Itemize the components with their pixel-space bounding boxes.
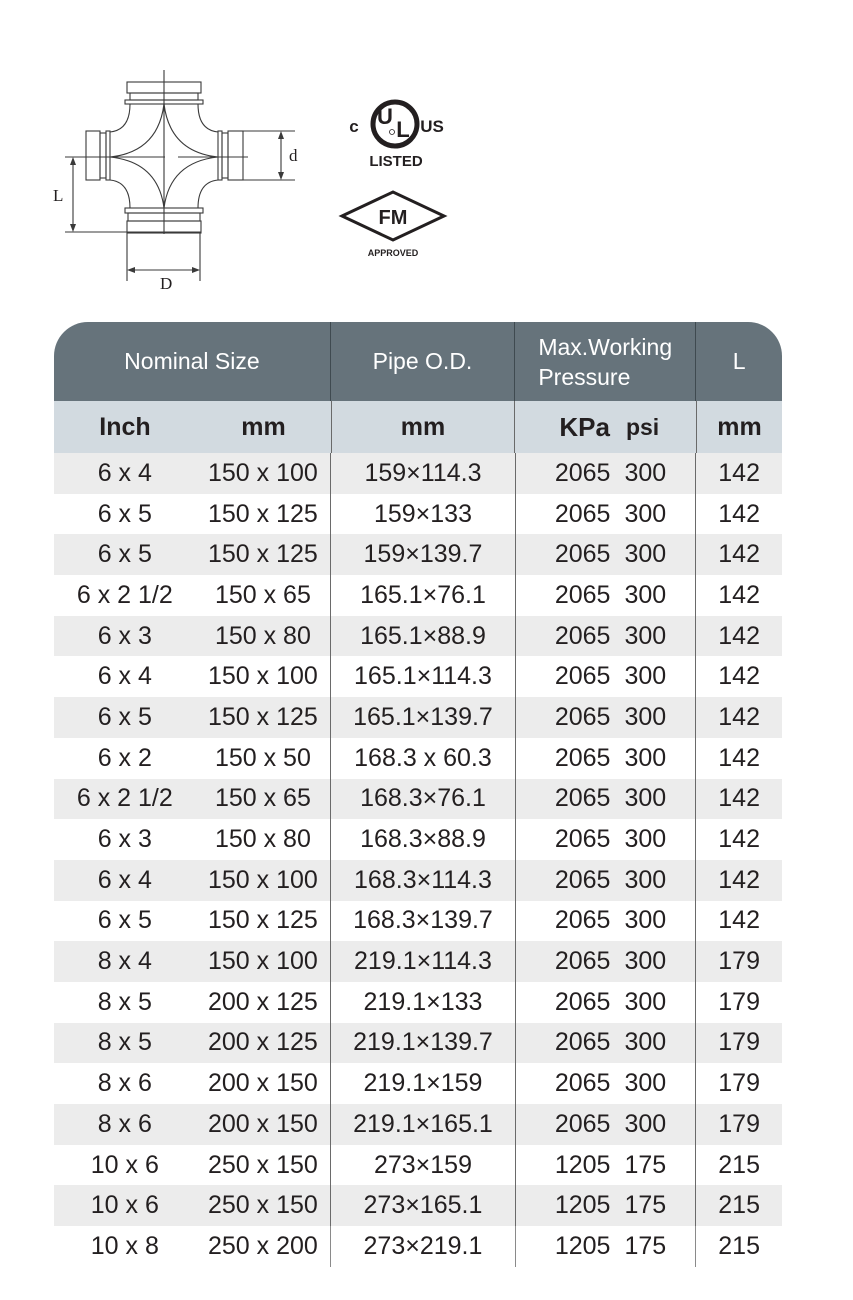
cell-psi: 300 bbox=[610, 575, 696, 616]
cell-inch: 10 x 6 bbox=[90, 1150, 159, 1179]
cell-inch: 6 x 5 bbox=[97, 906, 152, 935]
dimension-label-d: d bbox=[289, 146, 298, 165]
cell-length: 215 bbox=[718, 1231, 760, 1260]
cell-kpa: 2065 bbox=[554, 1028, 611, 1057]
cell-psi: 300 bbox=[610, 453, 696, 494]
cell-length: 215 bbox=[718, 1150, 760, 1179]
table-row bbox=[54, 616, 782, 657]
cell-pipe-od: 168.3×76.1 bbox=[331, 779, 515, 820]
cell-pipe-od: 159×133 bbox=[331, 494, 515, 535]
cell-mm: 150 x 125 bbox=[196, 534, 332, 575]
cell-psi: 300 bbox=[610, 1063, 696, 1104]
cell-psi: 300 bbox=[610, 779, 696, 820]
cell-pipe-od: 219.1×165.1 bbox=[331, 1104, 515, 1145]
cell-pipe-od: 273×159 bbox=[331, 1145, 515, 1186]
cell-inch: 10 x 8 bbox=[90, 1231, 159, 1260]
cell-inch: 6 x 2 bbox=[97, 743, 152, 772]
cell-kpa: 2065 bbox=[554, 784, 611, 813]
header-pressure-line1: Max.Working bbox=[538, 333, 673, 360]
svg-text:LISTED: LISTED bbox=[369, 153, 423, 170]
cell-length: 142 bbox=[718, 906, 760, 935]
cell-pipe-od: 159×139.7 bbox=[331, 534, 515, 575]
table-row bbox=[54, 860, 782, 901]
cell-psi: 300 bbox=[610, 534, 696, 575]
cell-pipe-od: 165.1×139.7 bbox=[331, 697, 515, 738]
table-header-row bbox=[54, 322, 782, 401]
dimension-label-L: L bbox=[53, 186, 64, 205]
cell-length: 142 bbox=[718, 825, 760, 854]
ul-listed-logo bbox=[340, 92, 450, 172]
cell-mm: 150 x 100 bbox=[196, 453, 332, 494]
cell-mm: 250 x 200 bbox=[196, 1226, 332, 1267]
cell-mm: 150 x 100 bbox=[196, 860, 332, 901]
cell-mm: 150 x 50 bbox=[196, 738, 332, 779]
table-row bbox=[54, 1185, 782, 1226]
cell-mm: 200 x 150 bbox=[196, 1063, 332, 1104]
cell-psi: 300 bbox=[610, 1104, 696, 1145]
table-row bbox=[54, 941, 782, 982]
table-row bbox=[54, 494, 782, 535]
cell-psi: 175 bbox=[610, 1226, 696, 1267]
cross-fitting-diagram bbox=[40, 60, 320, 300]
cell-kpa: 2065 bbox=[554, 947, 611, 976]
cell-kpa: 1205 bbox=[554, 1150, 611, 1179]
cell-mm: 250 x 150 bbox=[196, 1185, 332, 1226]
table-row bbox=[54, 1023, 782, 1064]
cell-inch: 6 x 2 1/2 bbox=[76, 580, 173, 609]
subheader-nominal bbox=[54, 401, 332, 453]
cell-length: 142 bbox=[718, 499, 760, 528]
cell-length: 142 bbox=[718, 865, 760, 894]
cell-kpa: 2065 bbox=[554, 702, 611, 731]
table-row bbox=[54, 1226, 782, 1267]
cell-length: 142 bbox=[718, 784, 760, 813]
cell-psi: 175 bbox=[610, 1145, 696, 1186]
cell-kpa: 2065 bbox=[554, 458, 611, 487]
cell-pipe-od: 219.1×114.3 bbox=[331, 941, 515, 982]
cell-length: 142 bbox=[718, 458, 760, 487]
cell-inch: 6 x 4 bbox=[97, 458, 152, 487]
cell-pipe-od: 165.1×114.3 bbox=[331, 656, 515, 697]
cell-length: 179 bbox=[718, 1028, 760, 1057]
subheader-psi: psi bbox=[625, 413, 660, 440]
cell-inch: 6 x 4 bbox=[97, 865, 152, 894]
table-row bbox=[54, 1145, 782, 1186]
cell-length: 142 bbox=[718, 621, 760, 650]
table-subheader-row bbox=[54, 401, 782, 453]
cell-pipe-od: 168.3×114.3 bbox=[331, 860, 515, 901]
cell-mm: 150 x 65 bbox=[196, 779, 332, 820]
cell-pipe-od: 165.1×88.9 bbox=[331, 616, 515, 657]
cell-pipe-od: 273×219.1 bbox=[331, 1226, 515, 1267]
header-nominal-size: Nominal Size bbox=[54, 322, 331, 401]
cell-inch: 6 x 4 bbox=[97, 662, 152, 691]
cell-mm: 200 x 125 bbox=[196, 982, 332, 1023]
cell-psi: 300 bbox=[610, 656, 696, 697]
cell-inch: 6 x 2 1/2 bbox=[76, 784, 173, 813]
cell-psi: 300 bbox=[610, 860, 696, 901]
cell-psi: 300 bbox=[610, 738, 696, 779]
cell-pipe-od: 219.1×159 bbox=[331, 1063, 515, 1104]
cell-mm: 200 x 150 bbox=[196, 1104, 332, 1145]
table-row bbox=[54, 901, 782, 942]
cell-psi: 300 bbox=[610, 901, 696, 942]
svg-text:c: c bbox=[349, 117, 359, 136]
cell-kpa: 2065 bbox=[554, 621, 611, 650]
cell-kpa: 2065 bbox=[554, 540, 611, 569]
table-body bbox=[54, 453, 782, 1267]
cell-kpa: 2065 bbox=[554, 580, 611, 609]
table-row bbox=[54, 779, 782, 820]
subheader-pressure bbox=[515, 401, 697, 453]
cell-mm: 150 x 100 bbox=[196, 656, 332, 697]
cell-length: 179 bbox=[718, 1069, 760, 1098]
cell-psi: 300 bbox=[610, 982, 696, 1023]
cell-mm: 150 x 125 bbox=[196, 494, 332, 535]
cell-pipe-od: 273×165.1 bbox=[331, 1185, 515, 1226]
cell-kpa: 2065 bbox=[554, 825, 611, 854]
cell-mm: 150 x 80 bbox=[196, 616, 332, 657]
cell-kpa: 2065 bbox=[554, 987, 611, 1016]
cell-psi: 175 bbox=[610, 1185, 696, 1226]
subheader-kpa: KPa bbox=[559, 411, 610, 442]
cell-inch: 6 x 5 bbox=[97, 702, 152, 731]
header-length: L bbox=[732, 348, 746, 374]
cell-inch: 8 x 5 bbox=[97, 1028, 152, 1057]
cell-kpa: 2065 bbox=[554, 1069, 611, 1098]
ul-listed-icon bbox=[340, 92, 450, 172]
fm-approved-logo bbox=[338, 188, 448, 263]
cell-mm: 250 x 150 bbox=[196, 1145, 332, 1186]
cell-length: 142 bbox=[718, 580, 760, 609]
subheader-l-mm: mm bbox=[717, 412, 762, 441]
cell-inch: 8 x 6 bbox=[97, 1109, 152, 1138]
subheader-inch: Inch bbox=[99, 412, 151, 441]
cell-mm: 150 x 125 bbox=[196, 901, 332, 942]
dimension-label-D: D bbox=[160, 274, 173, 293]
svg-text:U: U bbox=[377, 104, 393, 129]
cell-inch: 6 x 3 bbox=[97, 621, 152, 650]
cell-kpa: 2065 bbox=[554, 1109, 611, 1138]
cell-psi: 300 bbox=[610, 494, 696, 535]
subheader-od-mm: mm bbox=[332, 401, 515, 453]
cell-pipe-od: 168.3 x 60.3 bbox=[331, 738, 515, 779]
table-row bbox=[54, 1104, 782, 1145]
header-max-working-pressure bbox=[515, 322, 696, 401]
table-row bbox=[54, 656, 782, 697]
cell-mm: 150 x 125 bbox=[196, 697, 332, 738]
table-row bbox=[54, 738, 782, 779]
cell-pipe-od: 168.3×139.7 bbox=[331, 901, 515, 942]
svg-text:FM: FM bbox=[378, 207, 408, 229]
cell-mm: 150 x 80 bbox=[196, 819, 332, 860]
cross-fitting-drawing-icon bbox=[40, 60, 320, 300]
table-row bbox=[54, 982, 782, 1023]
cell-inch: 6 x 3 bbox=[97, 825, 152, 854]
cell-inch: 8 x 5 bbox=[97, 987, 152, 1016]
cell-kpa: 2065 bbox=[554, 906, 611, 935]
table-row bbox=[54, 534, 782, 575]
fm-approved-icon bbox=[338, 188, 448, 263]
cell-mm: 150 x 100 bbox=[196, 941, 332, 982]
cell-length: 179 bbox=[718, 947, 760, 976]
cell-inch: 10 x 6 bbox=[90, 1191, 159, 1220]
svg-text:L: L bbox=[396, 117, 410, 142]
cell-psi: 300 bbox=[610, 941, 696, 982]
cell-inch: 8 x 6 bbox=[97, 1069, 152, 1098]
cell-psi: 300 bbox=[610, 1023, 696, 1064]
cell-inch: 8 x 4 bbox=[97, 947, 152, 976]
table-row bbox=[54, 1063, 782, 1104]
cell-length: 142 bbox=[718, 540, 760, 569]
cell-kpa: 2065 bbox=[554, 743, 611, 772]
cell-pipe-od: 219.1×139.7 bbox=[331, 1023, 515, 1064]
cell-pipe-od: 159×114.3 bbox=[331, 453, 515, 494]
cell-psi: 300 bbox=[610, 697, 696, 738]
table-row bbox=[54, 453, 782, 494]
cell-length: 179 bbox=[718, 1109, 760, 1138]
cell-inch: 6 x 5 bbox=[97, 540, 152, 569]
svg-text:US: US bbox=[420, 117, 444, 136]
header-pressure-line2: Pressure bbox=[538, 363, 631, 390]
cell-length: 215 bbox=[718, 1191, 760, 1220]
cell-mm: 150 x 65 bbox=[196, 575, 332, 616]
subheader-mm: mm bbox=[241, 412, 286, 441]
cell-pipe-od: 165.1×76.1 bbox=[331, 575, 515, 616]
cell-pipe-od: 168.3×88.9 bbox=[331, 819, 515, 860]
cell-kpa: 1205 bbox=[554, 1231, 611, 1260]
header-pipe-od: Pipe O.D. bbox=[331, 322, 515, 401]
cell-kpa: 2065 bbox=[554, 499, 611, 528]
cell-inch: 6 x 5 bbox=[97, 499, 152, 528]
specification-table bbox=[54, 322, 782, 1267]
cell-pipe-od: 219.1×133 bbox=[331, 982, 515, 1023]
cell-psi: 300 bbox=[610, 616, 696, 657]
cell-kpa: 2065 bbox=[554, 662, 611, 691]
table-row bbox=[54, 575, 782, 616]
cell-length: 142 bbox=[718, 662, 760, 691]
cell-length: 142 bbox=[718, 743, 760, 772]
cell-kpa: 1205 bbox=[554, 1191, 611, 1220]
cell-kpa: 2065 bbox=[554, 865, 611, 894]
cell-length: 142 bbox=[718, 702, 760, 731]
cell-mm: 200 x 125 bbox=[196, 1023, 332, 1064]
table-row bbox=[54, 819, 782, 860]
svg-text:APPROVED: APPROVED bbox=[367, 248, 419, 258]
table-row bbox=[54, 697, 782, 738]
cell-length: 179 bbox=[718, 987, 760, 1016]
cell-psi: 300 bbox=[610, 819, 696, 860]
